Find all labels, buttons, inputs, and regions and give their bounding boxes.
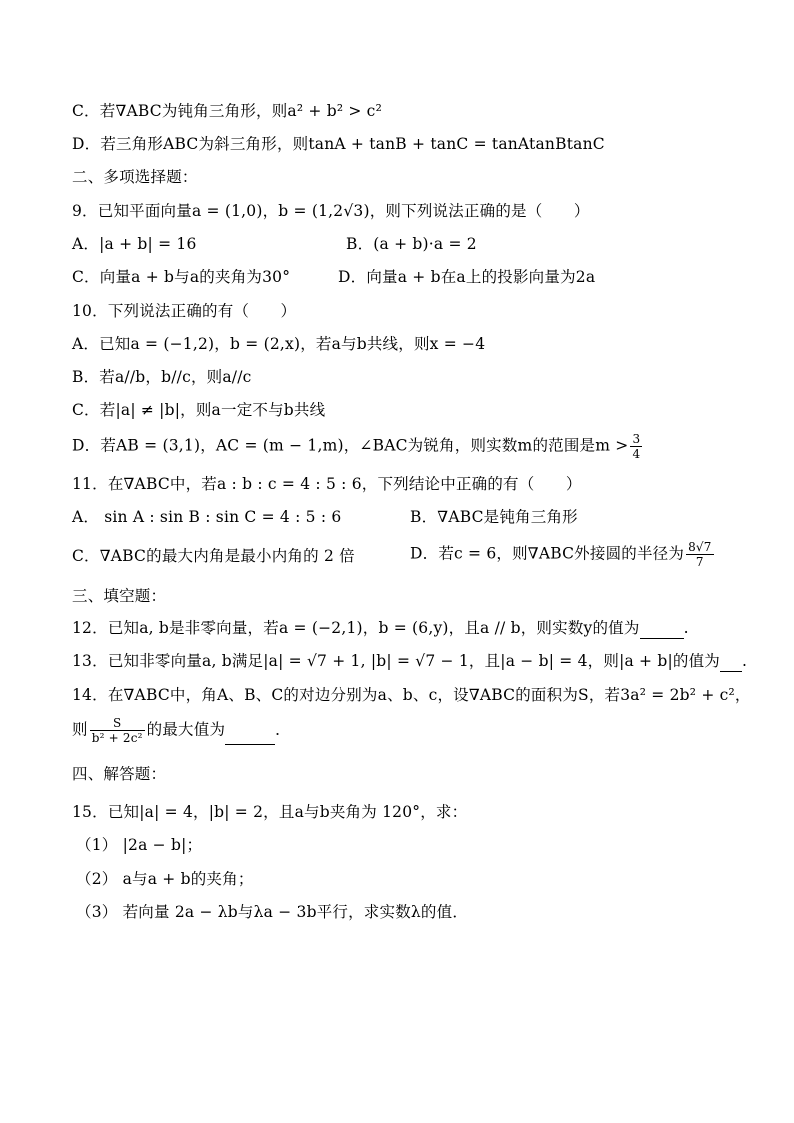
question-11-option-d-text: D．若c = 6，则∇ABC外接圆的半径为 — [410, 544, 685, 563]
question-9-stem: 9．已知平面向量a = (1,0)，b = (1,2√3)，则下列说法正确的是（ ） — [72, 202, 590, 220]
question-15-part-2: （2） a与a + b的夹角； — [76, 870, 254, 888]
question-11-stem: 11．在∇ABC中，若a : b : c = 4 : 5 : 6，下列结论中正确的有（ ） — [72, 475, 582, 493]
question-10-stem: 10．下列说法正确的有（ ） — [72, 302, 297, 320]
question-9-option-c: C．向量a + b与a的夹角为30° — [72, 268, 291, 286]
fraction-three-quarters: $\frac{3}{4}$ — [632, 432, 641, 461]
fraction-s-over-expression: $\frac{S}{\text{b² + 2c²}}$ — [91, 716, 143, 745]
question-9-option-a: A．|a + b| = 16 — [72, 235, 197, 253]
question-9-option-b: B．(a + b)·a = 2 — [346, 235, 477, 253]
question-11-option-b: B．∇ABC是钝角三角形 — [410, 508, 578, 526]
section-solution-heading: 四、解答题： — [72, 765, 167, 783]
question-11-option-d — [410, 540, 716, 569]
question-15-part-3: （3） 若向量 2a − λb与λa − 3b平行，求实数λ的值． — [76, 903, 469, 921]
answer-blank-14[interactable] — [225, 728, 275, 745]
question-13-text: 13．已知非零向量a, b满足|a| = √7 + 1, |b| = √7 − 1，且|a − b| = 4，则|a + b|的值为 — [72, 652, 721, 670]
question-14-line-2: 则 $\frac{S}{\text{b² + 2c²}}$ 的最大值为 ． — [72, 716, 291, 745]
section-fill-in-heading: 三、填空题： — [72, 587, 167, 605]
answer-blank-13[interactable] — [720, 655, 742, 672]
question-11-option-a: A． sin A : sin B : sin C = 4 : 5 : 6 — [72, 508, 342, 526]
question-10-option-c: C．若|a| ≠ |b|，则a一定不与b共线 — [72, 401, 326, 419]
question-15-part-1: （1） |2a − b|； — [76, 836, 203, 854]
section-multiple-choice-heading: 二、多项选择题： — [72, 168, 198, 186]
question-10-option-a: A．已知a = (−1,2)，b = (2,x)，若a与b共线，则x = −4 — [72, 335, 486, 353]
option-d-8: D．若三角形ABC为斜三角形，则tanA + tanB + tanC = tanAtanBtanC — [72, 135, 605, 153]
fraction-radius: $\frac{8√7}{7}$ — [688, 540, 712, 569]
question-11-option-c: C．∇ABC的最大内角是最小内角的 2 倍 — [72, 547, 355, 565]
question-12-text: 12．已知a, b是非零向量，若a = (−2,1)，b = (6,y)，且a // b，则实数y的值为 — [72, 619, 640, 637]
option-c-8: C．若∇ABC为钝角三角形，则a² + b² > c² — [72, 102, 382, 120]
question-10-option-d — [72, 432, 644, 461]
question-12: 12．已知a, b是非零向量，若a = (−2,1)，b = (6,y)，且a // b，则实数y的值为 . — [72, 619, 689, 637]
answer-blank-12[interactable] — [640, 622, 684, 639]
question-14-line-1: 14．在∇ABC中，角A、B、C的对边分别为a、b、c，设∇ABC的面积为S，若3a² = 2b² + c²， — [72, 686, 751, 704]
question-10-option-b: B．若a//b，b//c，则a//c — [72, 368, 252, 386]
question-9-option-d: D．向量a + b在a上的投影向量为2a — [338, 268, 596, 286]
question-10-option-d-text: D．若AB = (3,1)，AC = (m − 1,m)，∠BAC为锐角，则实数m的范围是m > — [72, 436, 629, 455]
question-13: 13．已知非零向量a, b满足|a| = √7 + 1, |b| = √7 − 1，且|a − b| = 4，则|a + b|的值为 . — [72, 652, 748, 670]
question-15-stem: 15．已知|a| = 4，|b| = 2，且a与b夹角为 120°，求： — [72, 803, 468, 821]
